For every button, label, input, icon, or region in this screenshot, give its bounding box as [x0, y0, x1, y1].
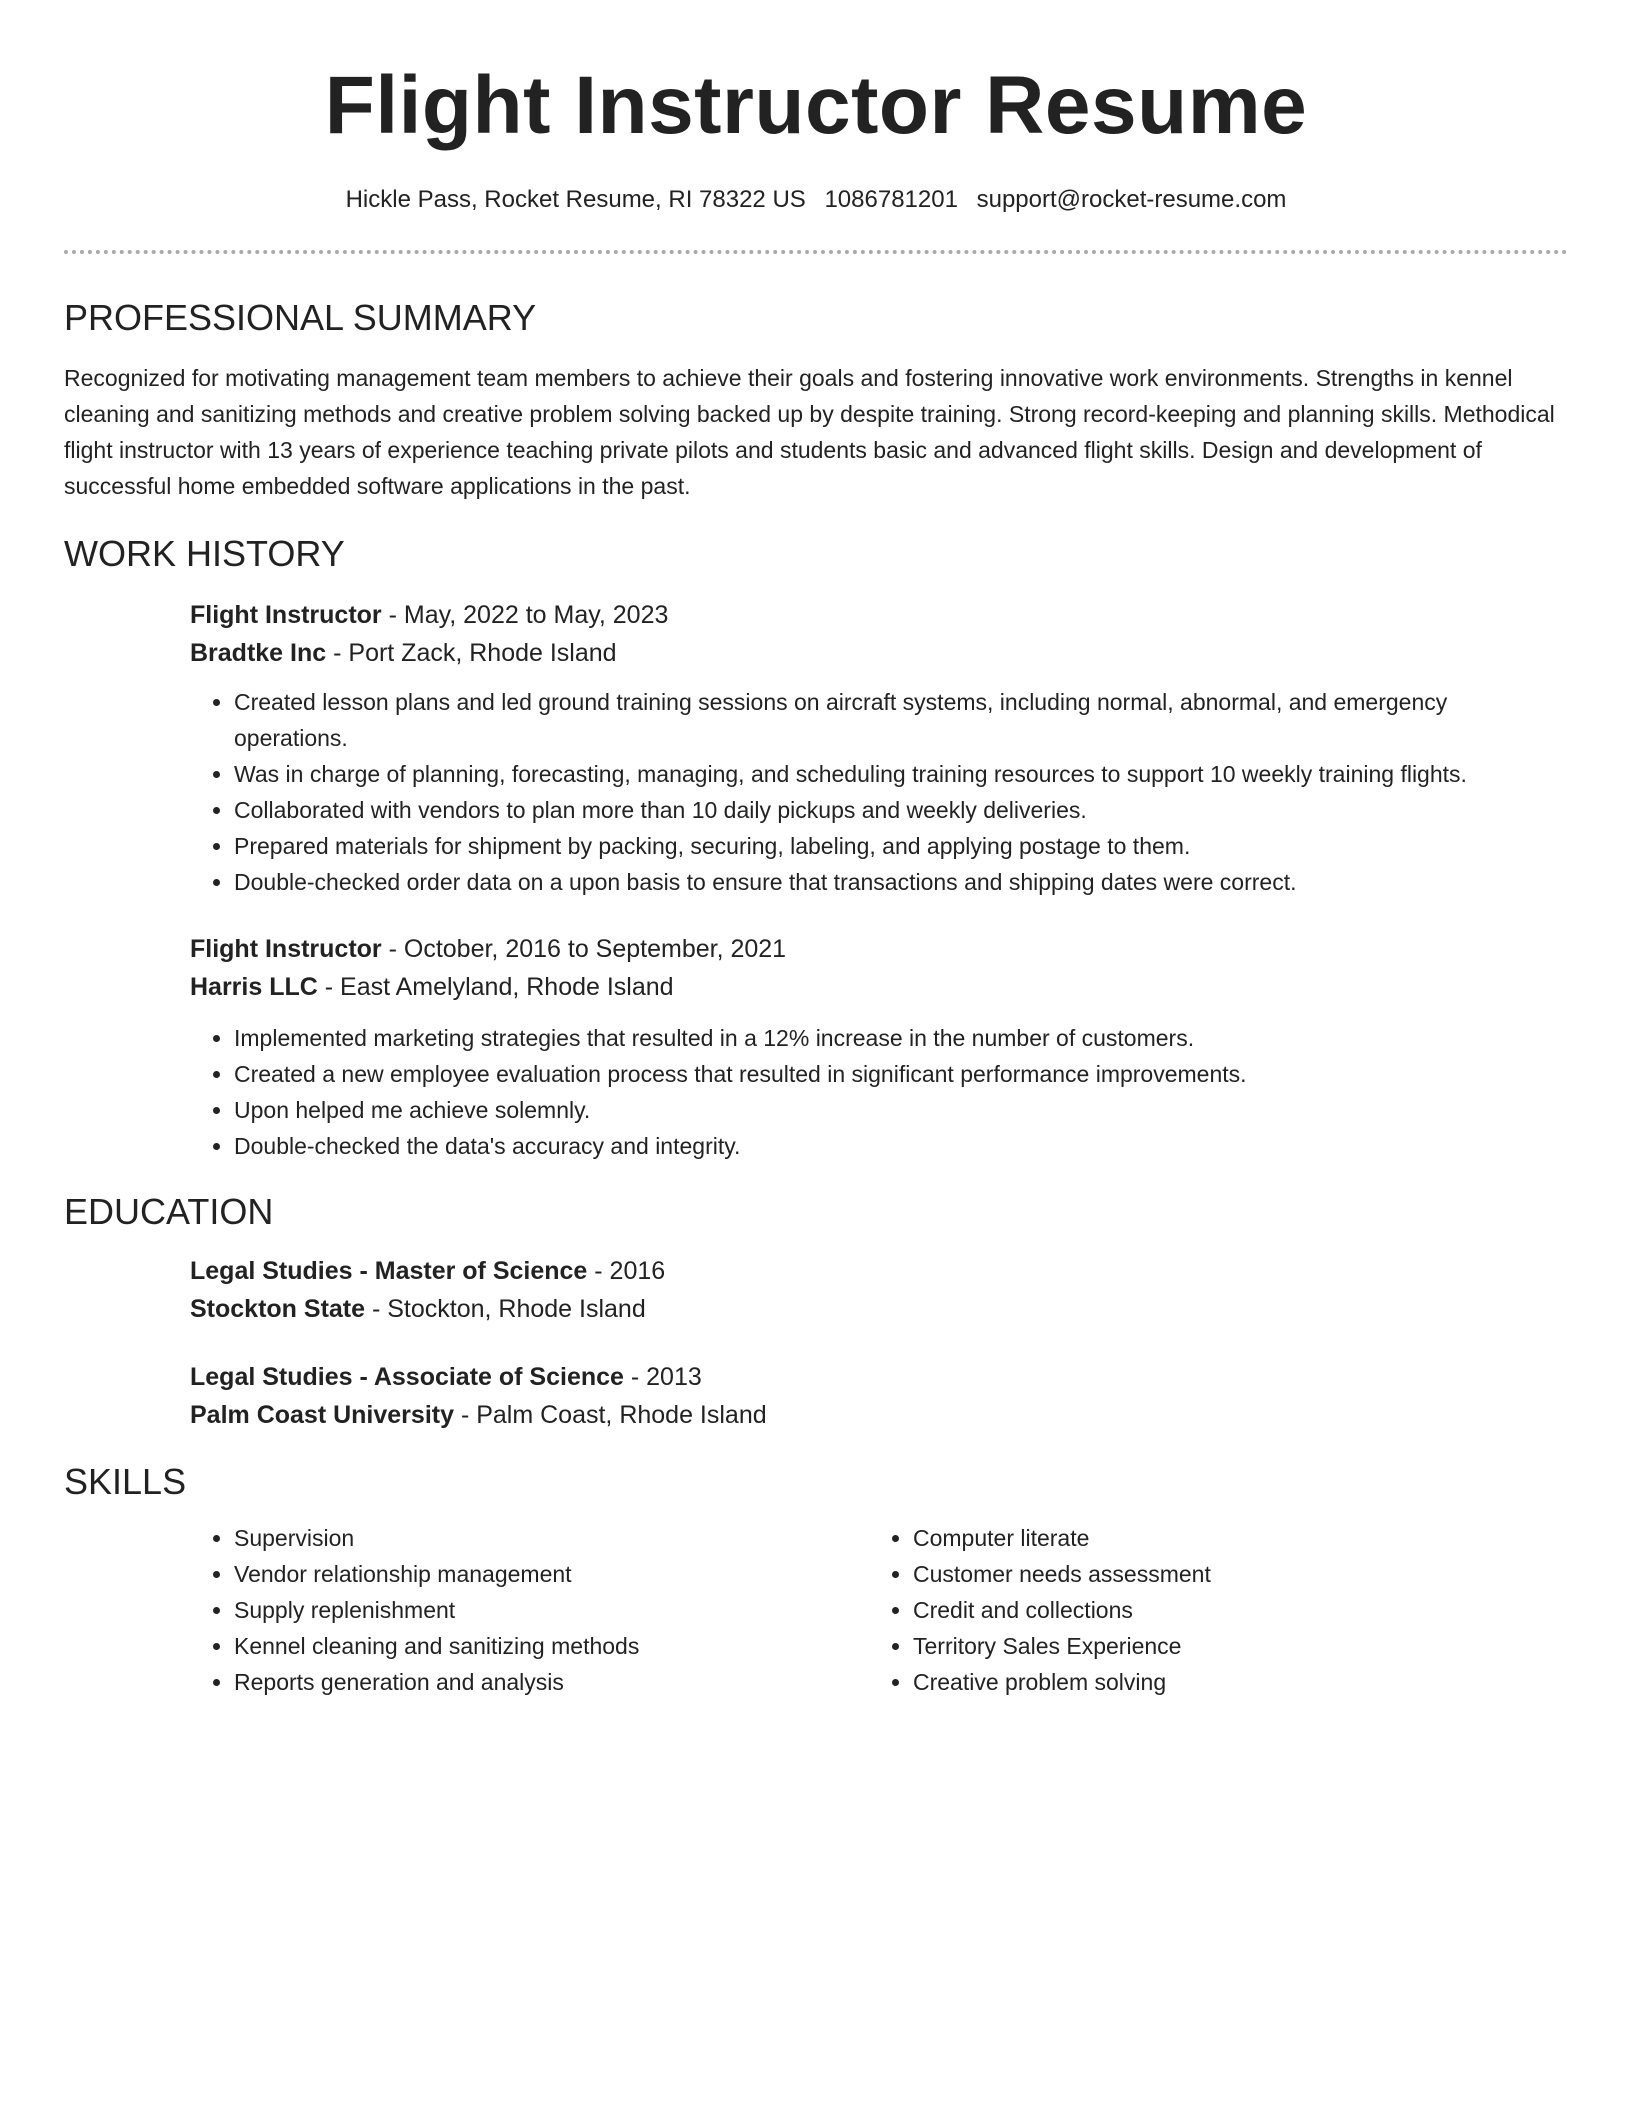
- job-title: Flight Instructor: [190, 935, 382, 963]
- school: Stockton State: [190, 1295, 366, 1323]
- degree-line: [190, 1358, 1548, 1396]
- list-item: • Vendor relationship management: [234, 1556, 869, 1592]
- job-title-line: [190, 596, 1548, 634]
- degree: Legal Studies - Master of Science: [190, 1257, 588, 1285]
- skills-grid: [190, 1520, 1548, 1700]
- job-bullets: [190, 684, 1548, 900]
- job-company-line: [190, 634, 1548, 672]
- list-item: • Reports generation and analysis: [234, 1664, 869, 1700]
- education-section: [64, 1190, 1568, 1434]
- list-item: • Kennel cleaning and sanitizing methods: [234, 1628, 869, 1664]
- job-company-line: [190, 968, 1548, 1006]
- list-item: • Computer literate: [913, 1520, 1548, 1556]
- list-item: • Created a new employee evaluation process that resulted in significant performance improvements.: [234, 1056, 1548, 1092]
- list-item: • Supervision: [234, 1520, 869, 1556]
- summary-section: [64, 296, 1568, 504]
- job-location: - East Amelyland, Rhode Island: [317, 973, 674, 1001]
- work-heading: WORK HISTORY: [64, 533, 345, 574]
- education-entry: [190, 1358, 1548, 1434]
- job-company: Harris LLC: [190, 973, 318, 1001]
- skills-section: [64, 1460, 1568, 1700]
- list-item: • Upon helped me achieve solemnly.: [234, 1092, 1548, 1128]
- list-item: • Double-checked order data on a upon basis to ensure that transactions and shipping dates were correct.: [234, 864, 1548, 900]
- job-entry: [190, 930, 1548, 1164]
- school-location: - Palm Coast, Rhode Island: [454, 1401, 767, 1429]
- list-item: • Created lesson plans and led ground training sessions on aircraft systems, including normal, abnormal, and emergency operations.: [234, 684, 1548, 756]
- job-title-line: [190, 930, 1548, 968]
- list-item: • Customer needs assessment: [913, 1556, 1548, 1592]
- job-bullets: [190, 1020, 1548, 1164]
- resume-title: Flight Instructor Resume: [324, 60, 1308, 151]
- list-item: • Creative problem solving: [913, 1664, 1548, 1700]
- job-title: Flight Instructor: [190, 601, 382, 629]
- school: Palm Coast University: [190, 1401, 454, 1429]
- list-item: • Collaborated with vendors to plan more than 10 daily pickups and weekly deliveries.: [234, 792, 1548, 828]
- summary-text: Recognized for motivating management team members to achieve their goals and fostering innovative work environments. Strengths in kennel cleaning and sanitizing methods and creative problem solving backed up by despite training. Strong record-keeping and planning skills. Methodical flight instructor with 13 years of experience teaching private pilots and students basic and advanced flight skills. Design and development of successful home embedded software applications in the past.: [64, 365, 1555, 499]
- degree-year: - 2013: [623, 1363, 702, 1391]
- contact-phone: 1086781201: [824, 186, 958, 213]
- school-line: [190, 1290, 1548, 1328]
- list-item: • Was in charge of planning, forecasting, managing, and scheduling training resources to support 10 weekly training flights.: [234, 756, 1548, 792]
- list-item: • Double-checked the data's accuracy and integrity.: [234, 1128, 1548, 1164]
- job-dates: - October, 2016 to September, 2021: [381, 935, 787, 963]
- list-item: • Territory Sales Experience: [913, 1628, 1548, 1664]
- school-line: [190, 1396, 1548, 1434]
- contact-email: support@rocket-resume.com: [976, 186, 1287, 213]
- list-item: • Prepared materials for shipment by packing, securing, labeling, and applying postage to them.: [234, 828, 1548, 864]
- list-item: • Supply replenishment: [234, 1592, 869, 1628]
- school-location: - Stockton, Rhode Island: [365, 1295, 646, 1323]
- summary-heading: PROFESSIONAL SUMMARY: [64, 297, 537, 338]
- skills-heading: SKILLS: [64, 1461, 187, 1502]
- contact-line: [64, 184, 1568, 216]
- degree: Legal Studies - Associate of Science: [190, 1363, 624, 1391]
- work-section: [64, 532, 1568, 1164]
- contact-address: Hickle Pass, Rocket Resume, RI 78322 US: [345, 186, 806, 213]
- skills-left-column: [190, 1520, 869, 1700]
- header-divider: [64, 250, 1568, 254]
- degree-line: [190, 1252, 1548, 1290]
- job-dates: - May, 2022 to May, 2023: [381, 601, 669, 629]
- education-entry: [190, 1252, 1548, 1328]
- skills-right-column: [869, 1520, 1548, 1700]
- degree-year: - 2016: [587, 1257, 666, 1285]
- list-item: • Implemented marketing strategies that resulted in a 12% increase in the number of customers.: [234, 1020, 1548, 1056]
- list-item: • Credit and collections: [913, 1592, 1548, 1628]
- job-location: - Port Zack, Rhode Island: [326, 639, 617, 667]
- education-heading: EDUCATION: [64, 1191, 274, 1232]
- job-entry: [190, 596, 1548, 900]
- job-company: Bradtke Inc: [190, 639, 327, 667]
